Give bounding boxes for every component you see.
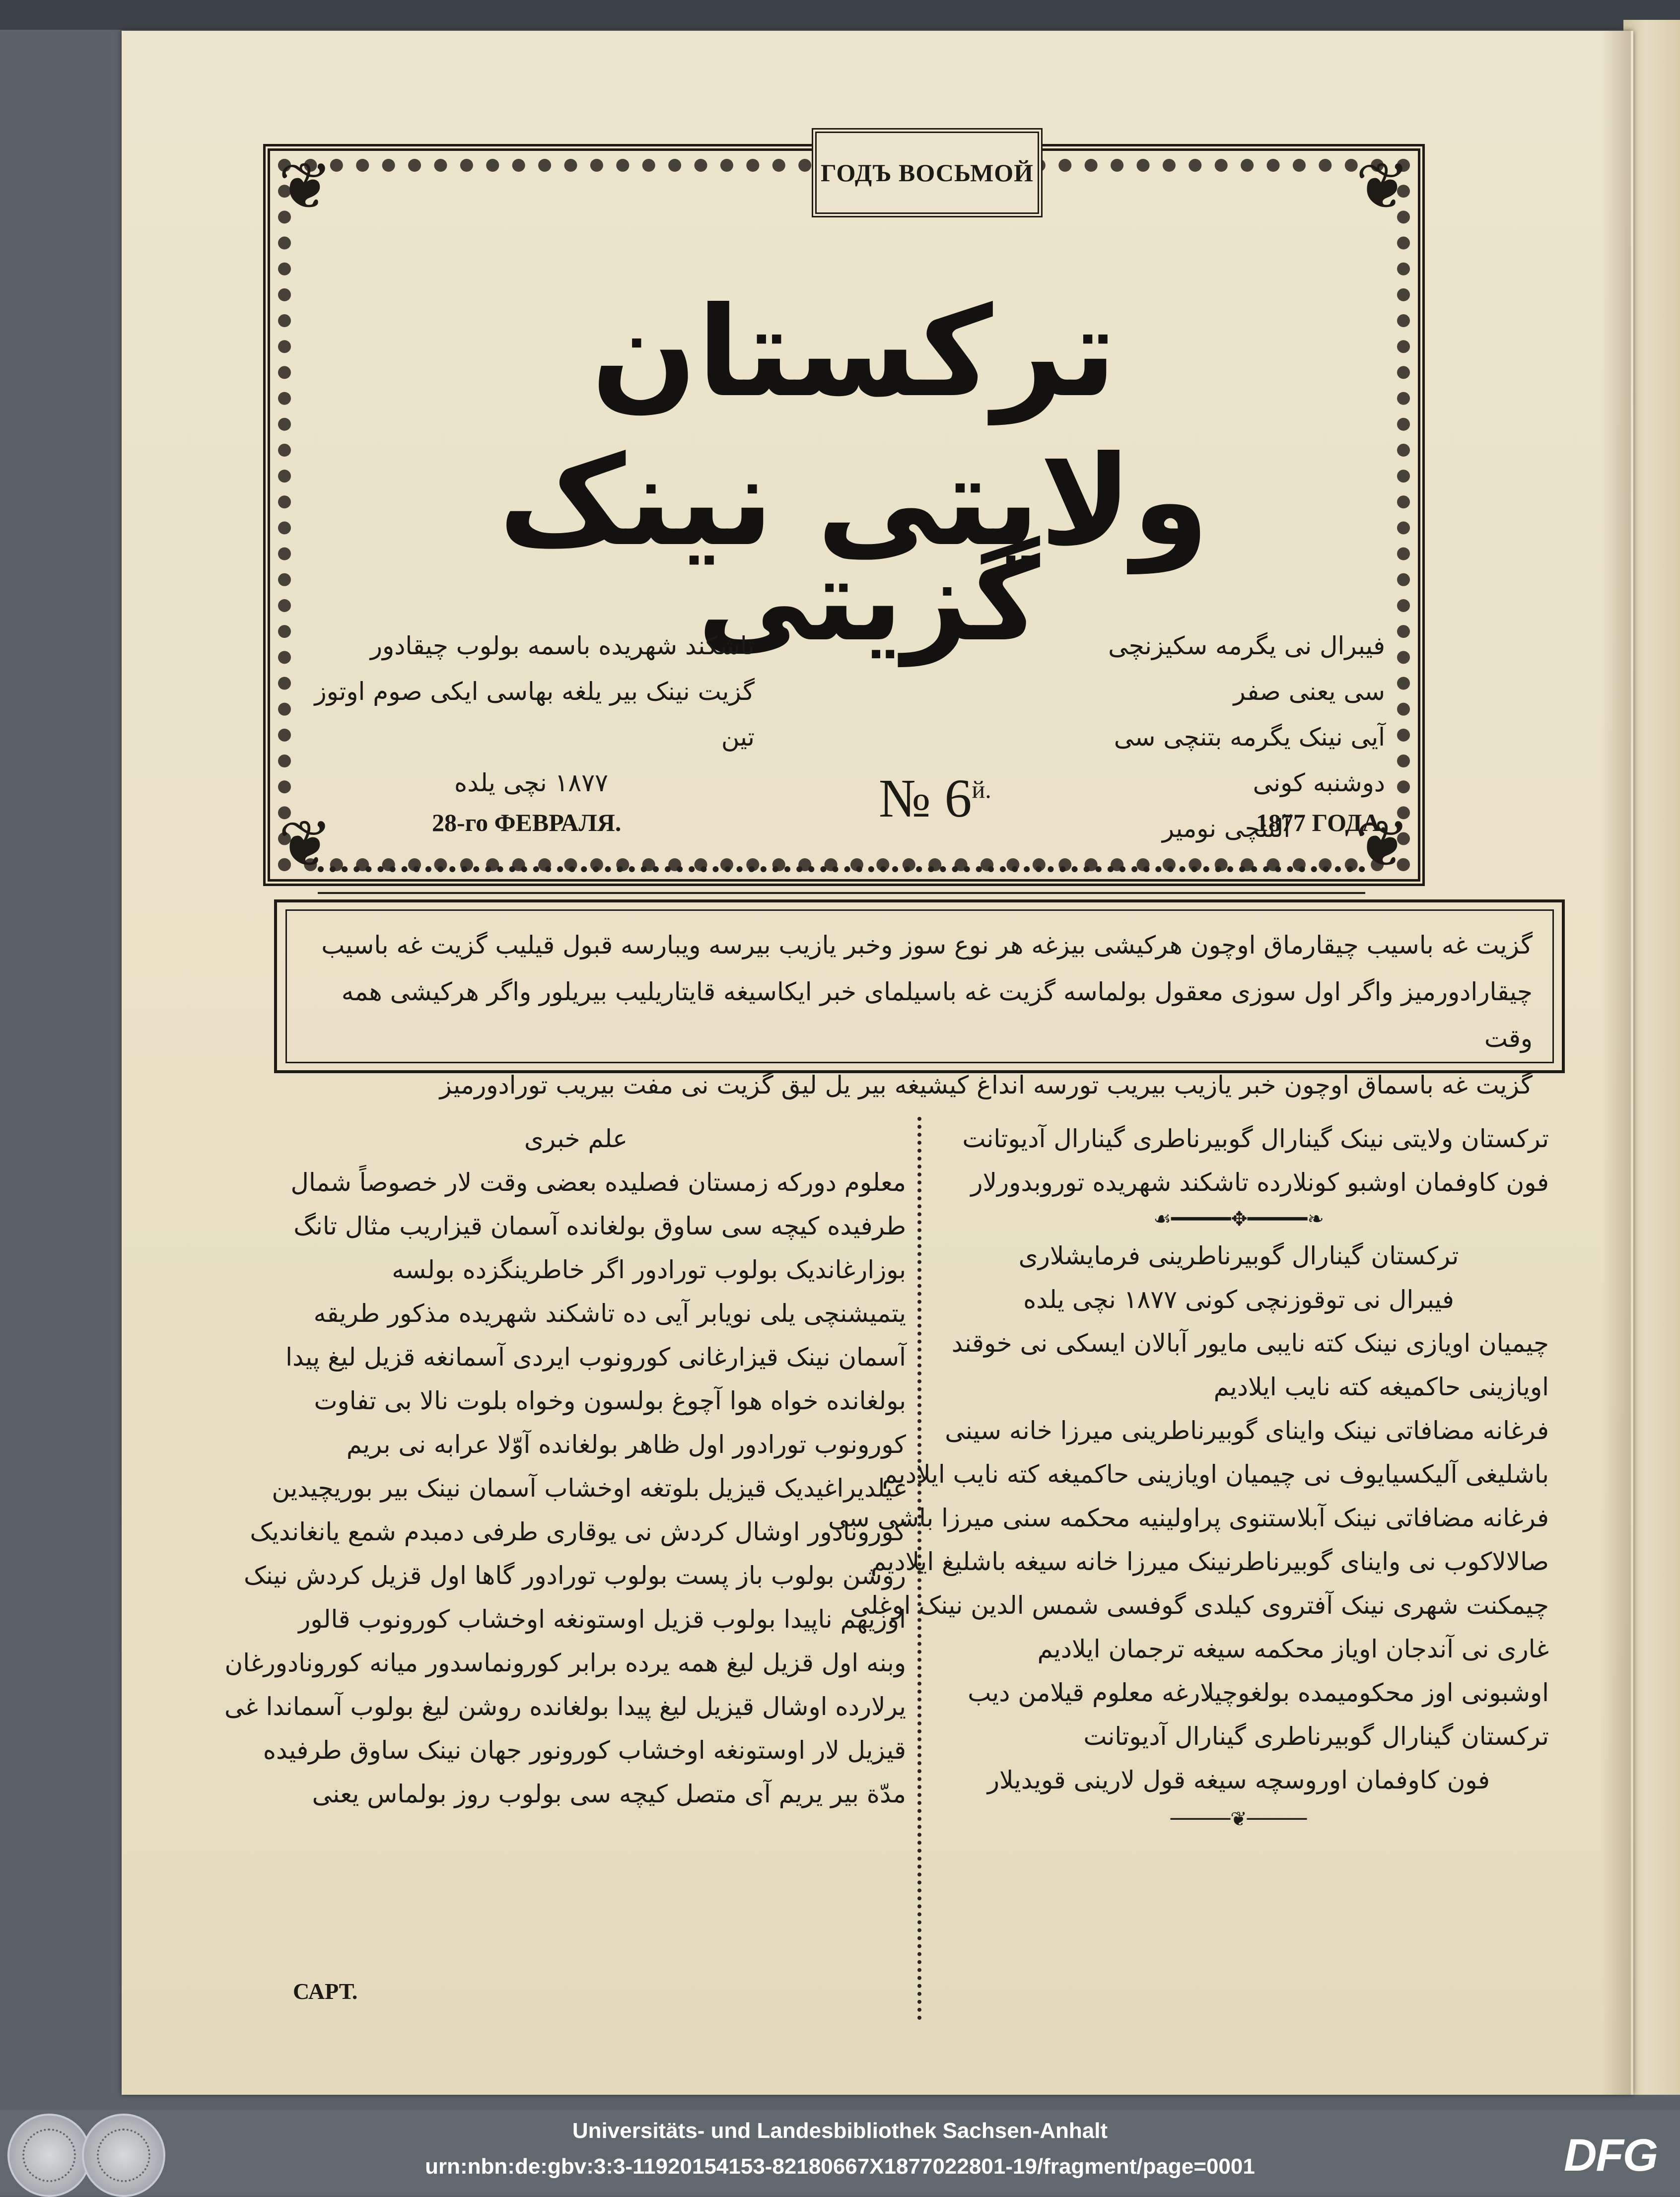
newspaper-title-line1: ترکستان ولایتی نینک — [498, 280, 1209, 573]
issue-number-suffix: й. — [972, 775, 991, 804]
article-line: کورونادور اوشال کردش نی یوقاری طرفی دمبدم شمع یانغاندیک — [250, 1517, 906, 1546]
year-label: ГОДЪ ВОСЬМОЙ — [820, 159, 1034, 187]
article-line: بوزارغاندیک بولوب تورادور اگر خاطرینگزده بولسه — [392, 1255, 906, 1284]
paragraph-line: فون کاوفمان اوروسچه سیغه قول لارینی قویدیلار — [987, 1766, 1490, 1794]
notice-box — [285, 909, 1554, 1099]
ornament-corner-icon: ❦ — [278, 806, 333, 882]
article-line: یتمیشنچی یلی نویابر آیی ده تاشکند شهریده مذکور طریقه — [313, 1299, 906, 1328]
background-top — [0, 0, 1680, 30]
issue-number — [879, 767, 991, 830]
article-title: علم خبری — [524, 1124, 628, 1153]
paragraph-line: غاری نی آندجان اویاز محکمه سیغه ترجمان ایلادیم — [1037, 1635, 1549, 1663]
paragraph-line: اویازینی حاکمیغه کته نایب ایلادیم — [1213, 1373, 1549, 1401]
masthead-info-line: گزیت نینک بیر یلغه بهاسی ایکی صوم اوتوز تین — [314, 677, 755, 752]
masthead-publication-info — [308, 623, 755, 806]
year-russian: 1877 ГОДА. — [1256, 809, 1387, 836]
paragraph-line: ترکستان گینارال گوبیرناطری گینارال آدیوتانت — [1083, 1722, 1549, 1751]
year-label-box — [812, 128, 1043, 217]
paragraph-line: فرغانه مضافاتی نینک آبلاستنوی پراولینیه محکمه سنی میرزا باشی سی — [828, 1504, 1549, 1532]
ornament-corner-icon: ❦ — [1355, 148, 1410, 224]
paragraph-line: اوشبونی اوز محکومیمده بولغوچیلارغه معلوم قیلامن دیب — [968, 1678, 1549, 1707]
article-heading: فون کاوفمان اوشبو کونلارده تاشکند شهریده توروبدورلار — [971, 1168, 1549, 1197]
document-urn: urn:nbn:de:gbv:3:3-11920154153-82180667X1877022801-19/fragment/page=0001 — [425, 2154, 1255, 2179]
article-line: طرفیده کیچه سی ساوق بولغانده آسمان قیزاریب مثال تانگ — [293, 1212, 906, 1240]
right-column — [828, 1117, 1549, 1837]
paragraph-line: چیمکنت شهری نینک آفتروی کیلدی گوفسی شمس الدین نینک اوغلی — [850, 1591, 1549, 1620]
masthead-info-line: آلتنچی نومیر — [1162, 814, 1291, 843]
newspaper-title-line2: گزیتی — [698, 534, 1040, 667]
notice-line: چیقارادورمیز واگر اول سوزی معقول بولماسه گزیت غه باسیلمای خبر ایکاسیغه قایتاریلیب بیریلور واگر هرکیشی همه وقت — [341, 977, 1533, 1053]
order-date: فیبرال نی توقوزنچی کونی ۱۸۷۷ نچی یلده — [1023, 1285, 1454, 1314]
article-line: معلوم دورکه زمستان فصلیده بعضی وقت لار خصوصاً شمال — [290, 1168, 906, 1197]
masthead-bottom-rule — [318, 866, 1365, 894]
article-heading: ترکستان ولایتی نینک گینارال گوبیرناطری گینارال آدیوتانت — [962, 1124, 1549, 1153]
end-separator-icon: ─────❦───── — [1170, 1808, 1307, 1831]
section-separator-icon: ❧━━━━━✥━━━━━☙ — [1153, 1208, 1324, 1231]
article-line: آسمان نینک قیزارغانی کورونوب ایردی آسمانغه قزیل لیغ پیدا — [285, 1343, 906, 1372]
ornament-corner-icon: ❦ — [1355, 806, 1410, 882]
article-line: بولغانده خواه هوا آچوغ بولسون وخواه بلوت نالا بی تفاوت — [314, 1386, 906, 1415]
article-line: روشن بولوب باز پست بولوب تورادور گاها اول قزیل کردش نینک — [243, 1561, 906, 1590]
masthead-info-line: آیی نینک یگرمه بتنچی سی دوشنبه کونی — [1114, 723, 1385, 797]
article-line: یرلارده اوشال قیزیل لیغ پیدا بولغانده روشن لیغ بولوب آسماندا غی — [224, 1692, 906, 1721]
notice-line: گزیت غه باسیب چیقارماق اوچون هرکیشی بیزغه هر نوع سوز وخبر یازیب بیرسه ویبارسه قبول قیلیب گزیت غه باسیب — [321, 931, 1533, 960]
paragraph-line: چیمیان اویازی نینک کته نایبی مایور آبالان ایسکی نی خوقند — [951, 1329, 1549, 1358]
masthead-info-line: تاشکند شهریده باسمه بولوب چیقادور — [370, 631, 755, 660]
notice-line: گزیت غه باسماق اوچون خبر یازیب بیریب تورسه انداغ کیشیغه بیر یل لیق گزیت نی مفت بیریب تورادورمیز — [439, 1071, 1533, 1099]
paragraph-line: صالالاکوب نی واینای گوبیرناطرنینک میرزا خانه سیغه باشلیغ ایلادیم — [871, 1547, 1549, 1576]
article-line: غیلدیراغیدیک قیزیل بلوتغه اوخشاب آسمان نینک بیر بوریچیدین — [272, 1474, 906, 1503]
article-line: مدّة بیر یریم آی متصل کیچه سی بولوب روز بولماس یعنی — [312, 1780, 906, 1808]
paragraph-line: باشلیغی آلیکسیایوف نی چیمیان اویازینی حاکمیغه کته نایب ایلادیم — [882, 1460, 1549, 1489]
dfg-logo: DFG — [1564, 2130, 1658, 2181]
paragraph-line: فرغانه مضافاتی نینک واینای گوبیرناطرینی میرزا خانه سینی — [945, 1416, 1549, 1445]
article-line: اوزیهم ناپیدا بولوب قزیل اوستونغه اوخشاب کورونوب قالور — [298, 1605, 906, 1634]
signature-word: САРТ. — [293, 1979, 358, 2004]
masthead-info-line: فیبرال نی یگرمه سکیزنچی سی یعنی صفر — [1108, 631, 1385, 706]
library-name: Universitäts- und Landesbibliothek Sachsen-Anhalt — [572, 2119, 1108, 2143]
ornament-corner-icon: ❦ — [278, 148, 333, 224]
article-line: کورونوب تورادور اول ظاهر بولغانده آوّلا عرابه نی بریم — [346, 1430, 906, 1459]
date-russian: 28-го ФЕВРАЛЯ. — [432, 809, 622, 836]
issue-number-text: № 6 — [879, 768, 972, 828]
order-title: ترکستان گینارال گوبیرناطرینی فرمایشلاری — [1018, 1241, 1459, 1270]
masthead-info-line: ۱۸۷۷ نچی یلده — [454, 768, 608, 797]
article-line: وبنه اول قزیل لیغ همه یرده برابر کورونماسدور میانه کورونادورغان — [224, 1648, 906, 1677]
left-column — [224, 1117, 906, 1816]
page-spine-shadow — [1601, 31, 1631, 2095]
article-line: قیزیل لار اوستونغه اوخشاب کورونور جهان نینک ساوق طرفیده — [263, 1736, 906, 1765]
